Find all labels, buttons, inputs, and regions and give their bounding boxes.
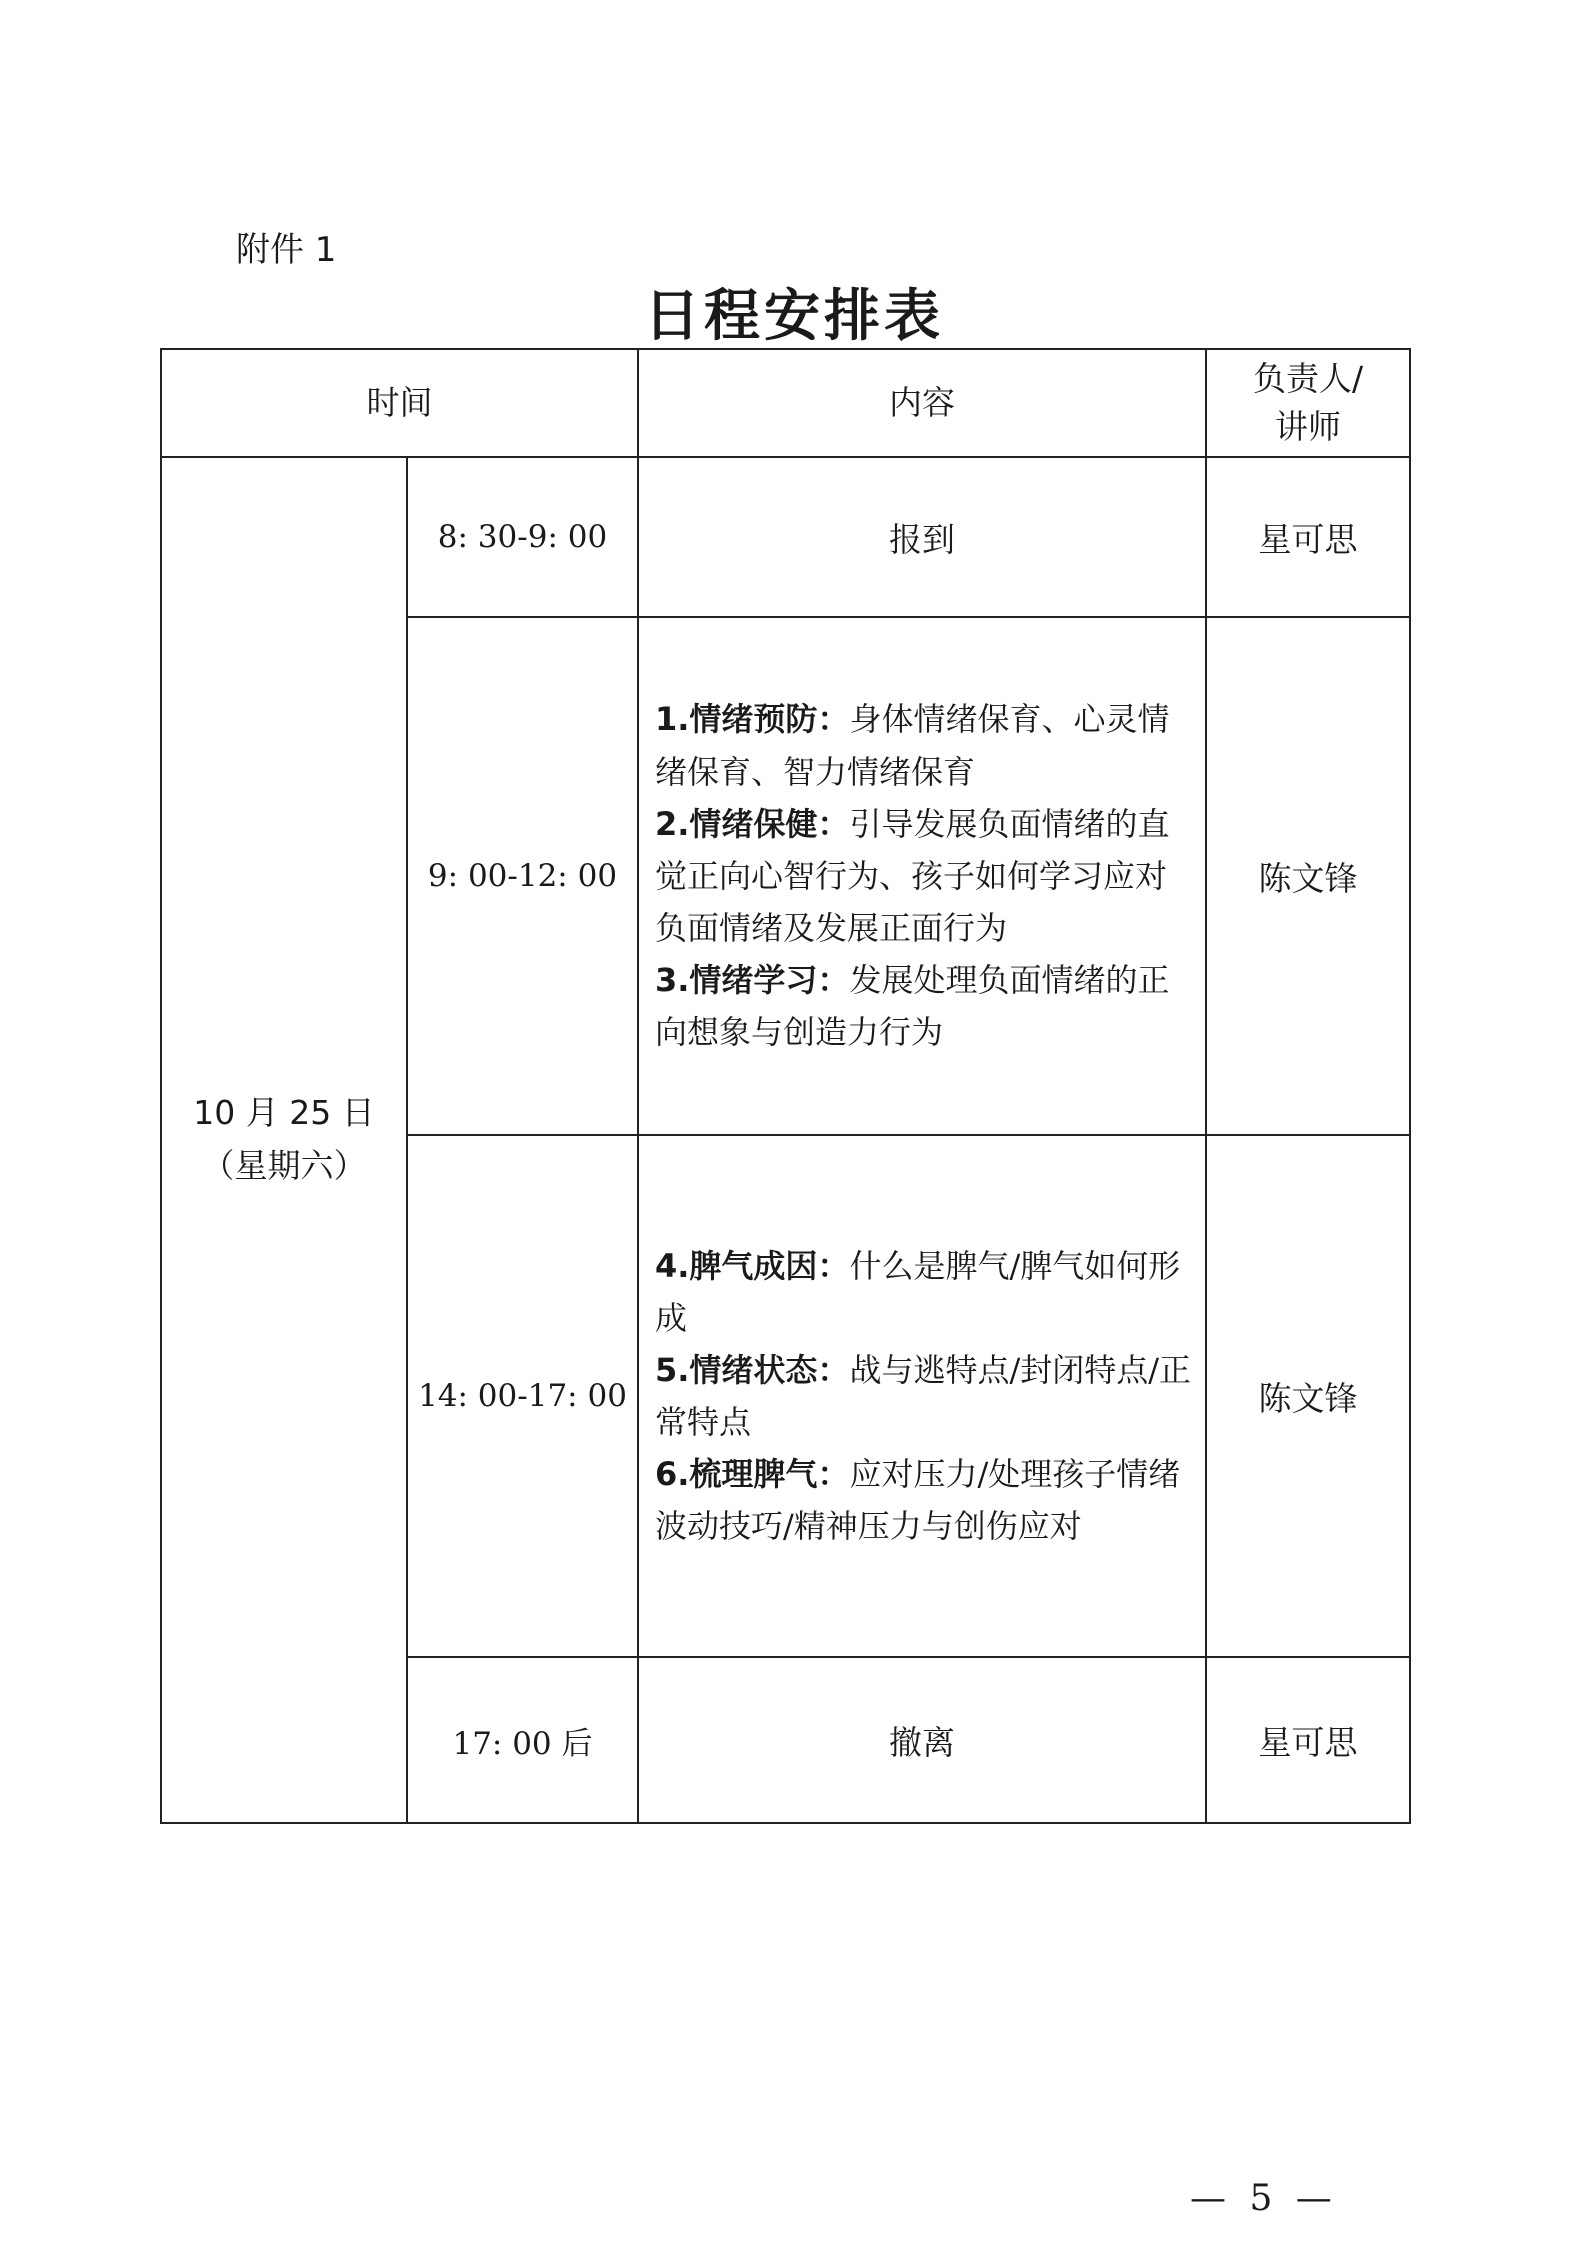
header-lead xyxy=(1206,349,1410,457)
item-heading: 4.脾气成因： xyxy=(655,1246,850,1285)
item-heading: 6.梳理脾气： xyxy=(655,1455,850,1494)
content-item xyxy=(655,1344,1191,1448)
table-row xyxy=(161,457,1410,617)
header-time: 时间 xyxy=(161,349,638,457)
content-cell: 报到 xyxy=(638,457,1206,617)
item-text: 引导发展负面情绪的直觉正向心智行为、孩子如何学习应对负面情绪及发展正面行为 xyxy=(655,804,1170,948)
lead-cell: 陈文锋 xyxy=(1206,1135,1410,1657)
header-lead-line1: 负责人/ xyxy=(1252,359,1364,399)
header-row xyxy=(161,349,1410,457)
item-heading: 1.情绪预防： xyxy=(655,700,850,739)
content-cell: 撤离 xyxy=(638,1657,1206,1823)
lead-cell: 陈文锋 xyxy=(1206,617,1410,1135)
date-cell xyxy=(161,457,407,1823)
schedule-table xyxy=(160,348,1411,1824)
header-content: 内容 xyxy=(638,349,1206,457)
content-cell xyxy=(638,1135,1206,1657)
date-line: 10 月 25 日 xyxy=(193,1093,375,1133)
item-text: 应对压力/处理孩子情绪波动技巧/精神压力与创伤应对 xyxy=(655,1455,1181,1546)
content-item xyxy=(655,954,1191,1058)
document-title: 日程安排表 xyxy=(644,283,944,349)
time-cell: 9: 00-12: 00 xyxy=(407,617,638,1135)
content-item xyxy=(655,1448,1191,1552)
header-lead-line2: 讲师 xyxy=(1275,407,1341,446)
weekday-line: （星期六） xyxy=(201,1146,367,1185)
item-text: 什么是脾气/脾气如何形成 xyxy=(655,1246,1181,1337)
lead-cell: 星可思 xyxy=(1206,457,1410,617)
page-number: — 5 — xyxy=(1190,2178,1338,2219)
item-heading: 2.情绪保健： xyxy=(655,804,850,843)
content-item xyxy=(655,1240,1191,1344)
attachment-label: 附件 1 xyxy=(236,230,337,270)
item-text: 发展处理负面情绪的正向想象与创造力行为 xyxy=(655,961,1170,1052)
time-cell: 17: 00 后 xyxy=(407,1657,638,1823)
content-item xyxy=(655,693,1191,797)
content-item xyxy=(655,798,1191,954)
item-heading: 5.情绪状态： xyxy=(655,1350,850,1389)
content-cell xyxy=(638,617,1206,1135)
time-cell: 8: 30-9: 00 xyxy=(407,457,638,617)
item-text: 战与逃特点/封闭特点/正常特点 xyxy=(655,1350,1192,1441)
time-cell: 14: 00-17: 00 xyxy=(407,1135,638,1657)
item-heading: 3.情绪学习： xyxy=(655,961,850,1000)
lead-cell: 星可思 xyxy=(1206,1657,1410,1823)
item-text: 身体情绪保育、心灵情绪保育、智力情绪保育 xyxy=(655,700,1170,791)
